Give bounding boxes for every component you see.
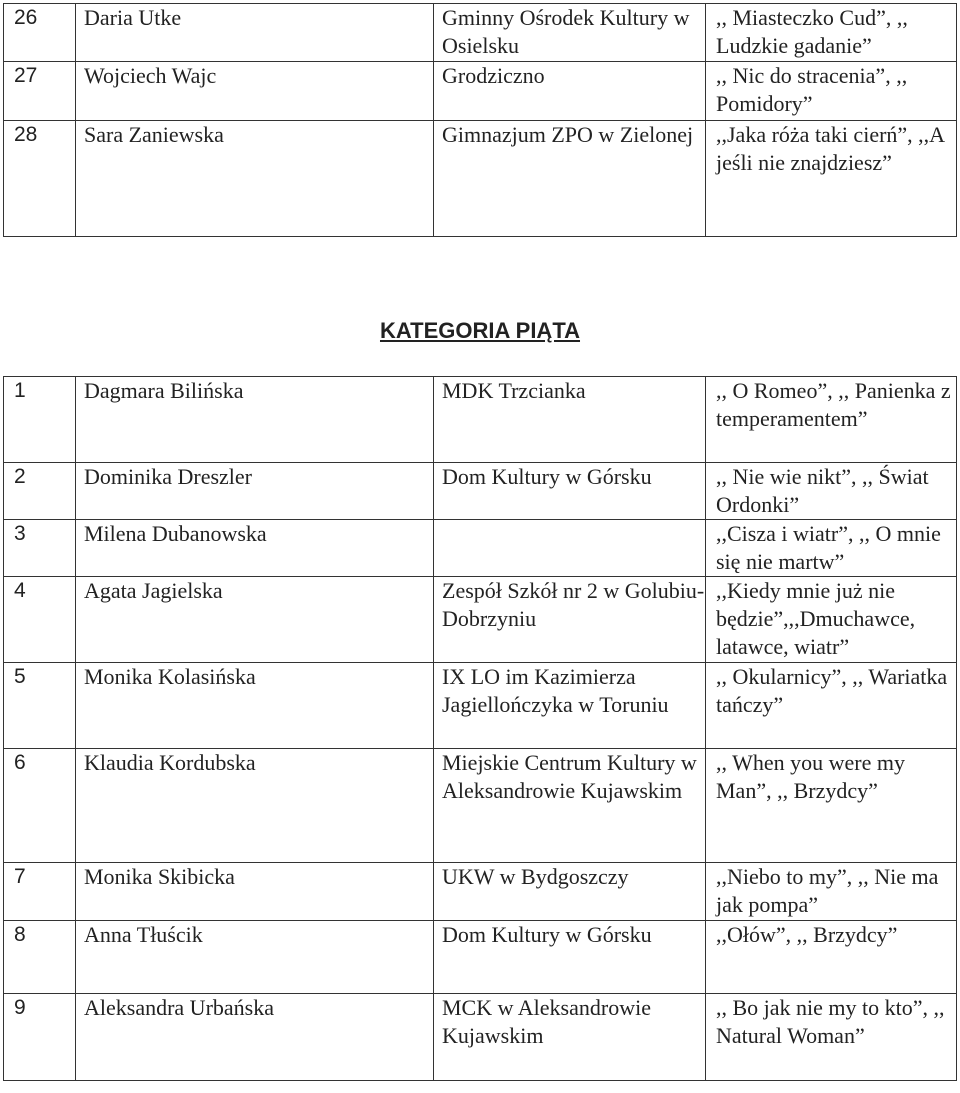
org-text: Gimnazjum ZPO w Zielonej bbox=[442, 122, 694, 147]
cell-org bbox=[434, 4, 706, 62]
songs-text: ,, Nie wie nikt”, ,, Świat Ordonki” bbox=[716, 464, 929, 517]
table-row bbox=[4, 863, 957, 921]
cell-songs bbox=[706, 377, 957, 463]
cell-org bbox=[434, 520, 706, 577]
songs-text: ,,Jaka róża taki cierń”, ,,A jeśli nie znajdziesz” bbox=[716, 122, 944, 175]
cell-name bbox=[76, 463, 434, 520]
cell-name bbox=[76, 994, 434, 1081]
org-text: MCK w Aleksandrowie Kujawskim bbox=[442, 995, 651, 1048]
cell-name bbox=[76, 663, 434, 749]
num-text: 3 bbox=[14, 522, 26, 545]
name-text: Daria Utke bbox=[84, 5, 182, 30]
cell-songs bbox=[706, 4, 957, 62]
org-text: Gminny Ośrodek Kultury w Osielsku bbox=[442, 5, 690, 58]
cell-songs bbox=[706, 863, 957, 921]
table-row bbox=[4, 577, 957, 663]
name-text: Klaudia Kordubska bbox=[84, 750, 256, 775]
num-text: 1 bbox=[14, 379, 26, 402]
table-row bbox=[4, 994, 957, 1081]
cell-org bbox=[434, 62, 706, 121]
cell-name bbox=[76, 4, 434, 62]
table-row bbox=[4, 121, 957, 237]
name-text: Wojciech Wajc bbox=[84, 63, 217, 88]
cell-songs bbox=[706, 921, 957, 994]
num-text: 7 bbox=[14, 865, 26, 888]
cell-name bbox=[76, 520, 434, 577]
num-text: 27 bbox=[14, 64, 38, 87]
cell-name bbox=[76, 863, 434, 921]
songs-text: ,,Ołów”, ,, Brzydcy” bbox=[716, 922, 898, 947]
org-text: Zespół Szkół nr 2 w Golubiu-Dobrzyniu bbox=[442, 578, 705, 631]
num-text: 8 bbox=[14, 923, 26, 946]
cell-songs bbox=[706, 62, 957, 121]
org-text: Grodziczno bbox=[442, 63, 545, 88]
num-text: 5 bbox=[14, 665, 26, 688]
name-text: Agata Jagielska bbox=[84, 578, 223, 603]
name-text: Monika Kolasińska bbox=[84, 664, 256, 689]
songs-text: ,, Okularnicy”, ,, Wariatka tańczy” bbox=[716, 664, 948, 717]
name-text: Dominika Dreszler bbox=[84, 464, 252, 489]
cell-name bbox=[76, 921, 434, 994]
cell-num bbox=[4, 377, 76, 463]
cell-songs bbox=[706, 749, 957, 863]
songs-text: ,, Nic do stracenia”, ,, Pomidory” bbox=[716, 63, 908, 116]
results-table-top bbox=[3, 3, 957, 237]
songs-text: ,,Kiedy mnie już nie będzie”,,,Dmuchawce, latawce, wiatr” bbox=[716, 578, 916, 659]
num-text: 6 bbox=[14, 751, 26, 774]
songs-text: ,,Cisza i wiatr”, ,, O mnie się nie martw” bbox=[716, 521, 941, 574]
org-text: Miejskie Centrum Kultury w Aleksandrowie Kujawskim bbox=[442, 750, 697, 803]
cell-org bbox=[434, 994, 706, 1081]
cell-name bbox=[76, 577, 434, 663]
name-text: Aleksandra Urbańska bbox=[84, 995, 274, 1020]
songs-text: ,,Niebo to my”, ,, Nie ma jak pompa” bbox=[716, 864, 939, 917]
table-row bbox=[4, 663, 957, 749]
songs-text: ,, Bo jak nie my to kto”, ,, Natural Woman” bbox=[716, 995, 945, 1048]
org-text: UKW w Bydgoszczy bbox=[442, 864, 629, 889]
name-text: Dagmara Bilińska bbox=[84, 378, 244, 403]
table-row bbox=[4, 62, 957, 121]
org-text: MDK Trzcianka bbox=[442, 378, 586, 403]
table-row bbox=[4, 463, 957, 520]
cell-org bbox=[434, 921, 706, 994]
songs-text: ,, Miasteczko Cud”, ,, Ludzkie gadanie” bbox=[716, 5, 908, 58]
cell-songs bbox=[706, 994, 957, 1081]
cell-num bbox=[4, 994, 76, 1081]
cell-org bbox=[434, 663, 706, 749]
name-text: Anna Tłuścik bbox=[84, 922, 203, 947]
cell-num bbox=[4, 663, 76, 749]
table-row bbox=[4, 921, 957, 994]
num-text: 4 bbox=[14, 579, 26, 602]
cell-org bbox=[434, 121, 706, 237]
songs-text: ,, O Romeo”, ,, Panienka z temperamentem” bbox=[716, 378, 951, 431]
table-row bbox=[4, 520, 957, 577]
cell-num bbox=[4, 463, 76, 520]
cell-songs bbox=[706, 663, 957, 749]
name-text: Monika Skibicka bbox=[84, 864, 235, 889]
cell-num bbox=[4, 4, 76, 62]
cell-songs bbox=[706, 463, 957, 520]
cell-num bbox=[4, 121, 76, 237]
table-row bbox=[4, 4, 957, 62]
cell-org bbox=[434, 749, 706, 863]
num-text: 28 bbox=[14, 123, 38, 146]
cell-org bbox=[434, 377, 706, 463]
name-text: Sara Zaniewska bbox=[84, 122, 224, 147]
cell-songs bbox=[706, 121, 957, 237]
cell-org bbox=[434, 577, 706, 663]
cell-org bbox=[434, 463, 706, 520]
num-text: 26 bbox=[14, 6, 38, 29]
cell-num bbox=[4, 62, 76, 121]
cell-org bbox=[434, 863, 706, 921]
org-text: Dom Kultury w Górsku bbox=[442, 464, 652, 489]
songs-text: ,, When you were my Man”, ,, Brzydcy” bbox=[716, 750, 905, 803]
cell-num bbox=[4, 577, 76, 663]
category-heading: KATEGORIA PIĄTA bbox=[379, 318, 581, 343]
cell-name bbox=[76, 121, 434, 237]
num-text: 2 bbox=[14, 465, 26, 488]
cell-name bbox=[76, 377, 434, 463]
cell-num bbox=[4, 921, 76, 994]
name-text: Milena Dubanowska bbox=[84, 521, 267, 546]
cell-num bbox=[4, 749, 76, 863]
table-row bbox=[4, 749, 957, 863]
org-text: Dom Kultury w Górsku bbox=[442, 922, 652, 947]
cell-name bbox=[76, 62, 434, 121]
org-text: IX LO im Kazimierza Jagiellończyka w Toruniu bbox=[442, 664, 669, 717]
table-row bbox=[4, 377, 957, 463]
cell-songs bbox=[706, 577, 957, 663]
cell-num bbox=[4, 863, 76, 921]
cell-num bbox=[4, 520, 76, 577]
results-table-category-five bbox=[3, 376, 957, 1081]
cell-name bbox=[76, 749, 434, 863]
cell-songs bbox=[706, 520, 957, 577]
num-text: 9 bbox=[14, 996, 26, 1019]
